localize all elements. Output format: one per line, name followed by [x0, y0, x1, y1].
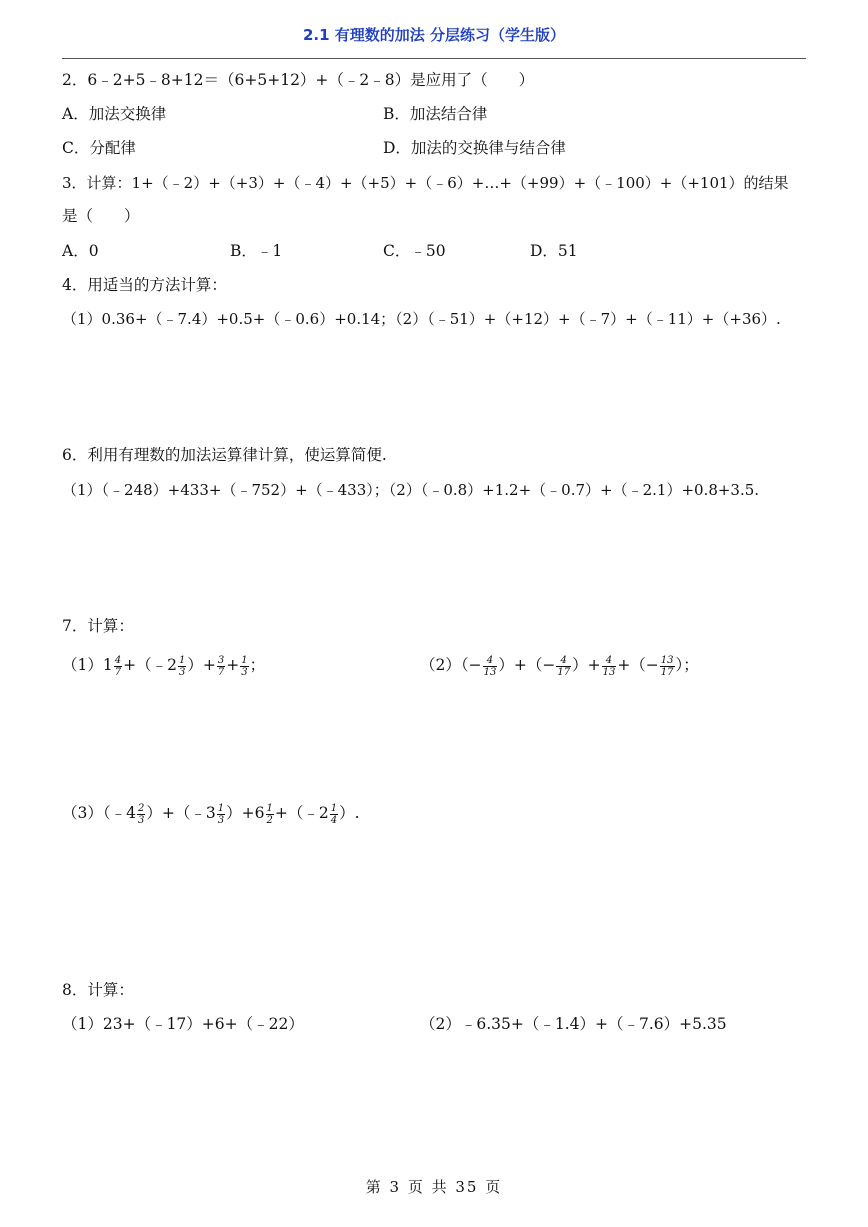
- fraction-denominator: 3: [138, 814, 145, 826]
- fraction-numerator: 2: [138, 802, 145, 814]
- fraction-denominator: 17: [660, 666, 674, 678]
- operator: +（﹣: [274, 804, 319, 822]
- fraction-numerator: 1: [266, 802, 273, 814]
- part-label: （1）: [62, 656, 103, 674]
- fraction: [178, 655, 186, 678]
- operator: ）+（−: [498, 656, 556, 674]
- fraction-numerator: 1: [179, 654, 186, 666]
- question-4-parts: （1）0.36+（﹣7.4）+0.5+（﹣0.6）+0.14；（2）（﹣51）+（+12）+（﹣7）+（﹣11）+（+36）.: [62, 310, 781, 328]
- question-8-stem: 8．计算：: [62, 981, 134, 999]
- part-label: （2）: [420, 656, 461, 674]
- fraction-denominator: 13: [483, 666, 497, 678]
- question-7-part-2: [420, 648, 699, 682]
- fraction: [602, 655, 617, 678]
- fraction-numerator: 3: [217, 654, 225, 666]
- fraction: [114, 655, 122, 678]
- question-2-option-a: A．加法交换律: [62, 105, 167, 123]
- question-7-part-3: [62, 796, 360, 830]
- question-3-stem: 3．计算：1+（﹣2）+（+3）+（﹣4）+（+5）+（﹣6）+…+（+99）+（﹣100）+（+101）的结果: [62, 174, 789, 192]
- fraction-denominator: 17: [557, 666, 571, 678]
- page-number-footer: 第 3 页 共 35 页: [365, 1178, 503, 1196]
- question-7-stem: 7．计算：: [62, 617, 134, 635]
- fraction-numerator: 13: [660, 654, 674, 666]
- mixed-number-whole: 2: [167, 656, 177, 674]
- fraction-denominator: 7: [217, 666, 225, 678]
- fraction: [330, 803, 338, 826]
- operator: （﹣: [102, 804, 127, 822]
- fraction: [483, 655, 498, 678]
- fraction-numerator: 1: [330, 802, 338, 814]
- page-header-title: 2.1 有理数的加法 分层练习（学生版）: [302, 26, 566, 44]
- fraction-denominator: 3: [241, 666, 248, 678]
- fraction-denominator: 3: [217, 814, 225, 826]
- fraction: [217, 803, 225, 826]
- question-2-stem: 2．6﹣2+5﹣8+12＝（6+5+12）+（﹣2﹣8）是应用了（ ）: [62, 71, 535, 89]
- operator: ）+（﹣: [146, 804, 206, 822]
- fraction-numerator: 4: [483, 655, 498, 667]
- question-6-parts: （1）（﹣248）+433+（﹣752）+（﹣433）；（2）（﹣0.8）+1.2+（﹣0.7）+（﹣2.1）+0.8+3.5.: [62, 481, 760, 499]
- fraction-denominator: 7: [114, 666, 122, 678]
- fraction: [660, 655, 675, 678]
- fraction-numerator: 4: [114, 654, 122, 666]
- fraction-numerator: 1: [217, 802, 225, 814]
- question-3-option-b: B．﹣1: [230, 242, 283, 260]
- question-3-stem-continued: 是（ ）: [62, 207, 140, 225]
- operator: +: [226, 656, 240, 674]
- question-2-option-d: D．加法的交换律与结合律: [383, 139, 566, 157]
- terminator: ）；: [675, 656, 699, 674]
- operator: （−: [460, 656, 482, 674]
- mixed-number-whole: 3: [205, 804, 216, 822]
- question-4-stem: 4．用适当的方法计算：: [62, 276, 227, 294]
- question-6-stem: 6．利用有理数的加法运算律计算，使运算简便.: [62, 446, 387, 464]
- mixed-number-whole: 4: [126, 804, 137, 822]
- operator: ）+: [572, 656, 601, 674]
- question-3-option-a: A．0: [62, 242, 99, 260]
- fraction: [556, 655, 571, 678]
- operator: ）+: [226, 804, 255, 822]
- terminator: ；: [249, 656, 266, 674]
- question-8-part-2: （2）﹣6.35+（﹣1.4）+（﹣7.6）+5.35: [420, 1015, 727, 1033]
- question-3-option-c: C．﹣50: [383, 242, 446, 260]
- operator: +（﹣: [123, 656, 168, 674]
- fraction-denominator: 2: [266, 814, 273, 826]
- fraction: [137, 803, 145, 826]
- mixed-number-whole: 6: [254, 804, 265, 822]
- fraction-numerator: 4: [556, 655, 571, 667]
- part-label: （3）: [62, 804, 103, 822]
- operator: ）+: [187, 656, 216, 674]
- fraction-denominator: 4: [330, 814, 338, 826]
- question-3-option-d: D．51: [530, 242, 578, 260]
- question-7-part-1: [62, 648, 265, 682]
- terminator: ）.: [339, 804, 360, 822]
- question-8-part-1: （1）23+（﹣17）+6+（﹣22）: [62, 1015, 304, 1033]
- fraction-denominator: 13: [602, 666, 616, 678]
- fraction: [266, 803, 274, 826]
- fraction-numerator: 1: [241, 654, 248, 666]
- mixed-number-whole: 2: [318, 804, 329, 822]
- fraction: [240, 655, 248, 678]
- question-2-option-c: C．分配律: [62, 139, 136, 157]
- operator: +（−: [617, 656, 659, 674]
- fraction: [217, 655, 225, 678]
- header-divider: [62, 58, 806, 59]
- mixed-number-whole: 1: [102, 656, 113, 674]
- fraction-numerator: 4: [602, 655, 617, 667]
- question-2-option-b: B．加法结合律: [383, 105, 488, 123]
- fraction-denominator: 3: [179, 666, 186, 678]
